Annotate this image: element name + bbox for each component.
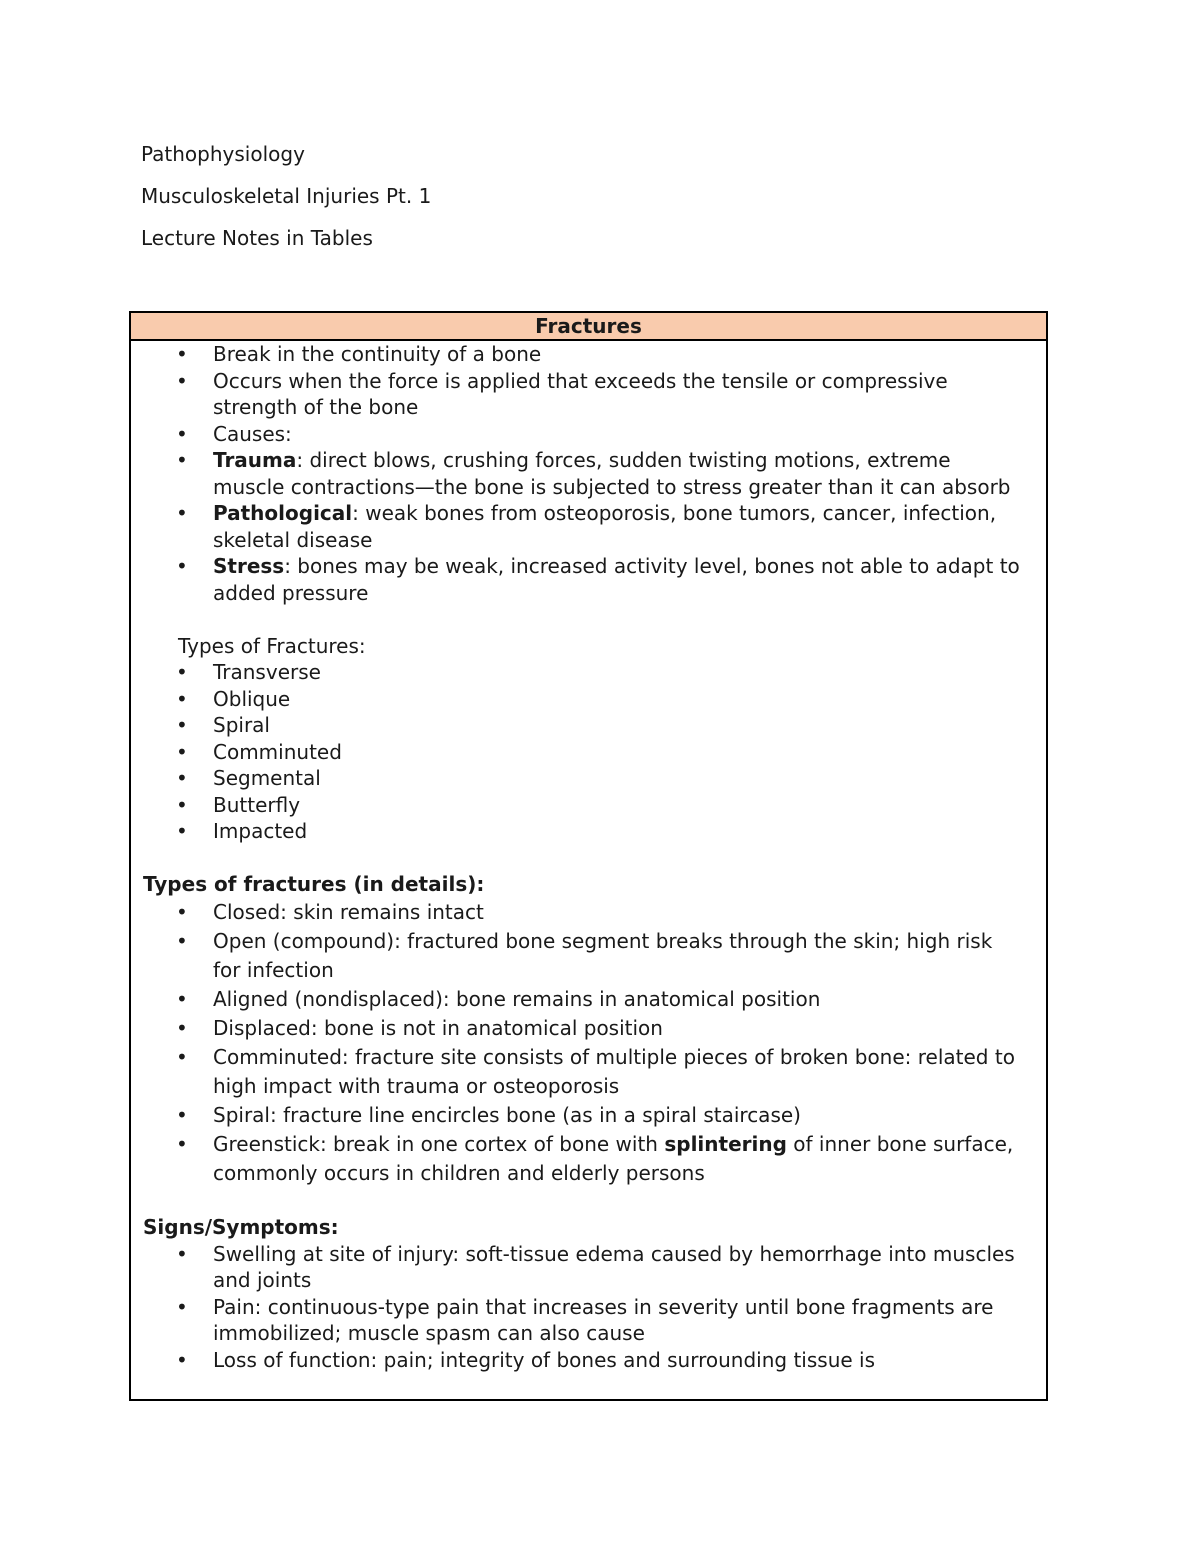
bold-term: Stress <box>213 554 285 578</box>
item-text: Pain: continuous-type pain that increases in severity until bone fragments are immobilized; muscle spasm can also cause <box>213 1294 994 1345</box>
bullet-icon: • <box>176 554 188 578</box>
bold-term: Trauma <box>213 448 297 472</box>
bullet-icon: • <box>176 1347 188 1372</box>
list-item <box>131 985 1046 1014</box>
bullet-icon: • <box>176 501 188 525</box>
bullet-icon: • <box>176 448 188 472</box>
list-item <box>131 1347 1046 1374</box>
bullet-icon: • <box>176 899 188 924</box>
item-text: Spiral: fracture line encircles bone (as in a spiral staircase) <box>213 1102 801 1127</box>
list-item <box>131 421 1046 448</box>
table-header: Fractures <box>131 313 1046 341</box>
item-text: Closed: skin remains intact <box>213 899 484 924</box>
item-text: : direct blows, crushing forces, sudden twisting motions, extreme muscle contractions—the bone is subjected to stress greater than it can absorb <box>213 448 1011 499</box>
item-text: Comminuted <box>213 739 342 764</box>
list-item <box>131 686 1046 713</box>
item-text: Swelling at site of injury: soft-tissue edema caused by hemorrhage into muscles and joints <box>213 1241 1015 1292</box>
list-item <box>131 500 1046 553</box>
list-item <box>131 368 1046 421</box>
bold-term: splintering <box>664 1131 787 1156</box>
item-text: Oblique <box>213 686 291 711</box>
item-text: Loss of function: pain; integrity of bones and surrounding tissue is <box>213 1347 876 1372</box>
topic-title: Musculoskeletal Injuries Pt. 1 <box>141 184 432 208</box>
table-cell <box>131 341 1046 1373</box>
item-text: Displaced: bone is not in anatomical position <box>213 1015 663 1040</box>
item-text: Butterfly <box>213 792 301 817</box>
item-text: Impacted <box>213 819 308 843</box>
details-list <box>131 898 1046 1188</box>
bullet-icon: • <box>176 792 188 817</box>
intro-list <box>131 341 1046 606</box>
list-item <box>131 659 1046 686</box>
bullet-icon: • <box>176 819 188 843</box>
bullet-icon: • <box>176 660 188 684</box>
list-item <box>131 765 1046 792</box>
bullet-icon: • <box>176 1241 188 1266</box>
types-label: Types of Fractures: <box>178 633 366 658</box>
signs-heading: Signs/Symptoms: <box>143 1215 339 1239</box>
item-text: : bones may be weak, increased activity level, bones not able to adapt to added pressure <box>213 554 1020 605</box>
bullet-icon: • <box>176 1102 188 1127</box>
bullet-icon: • <box>176 766 188 790</box>
list-item <box>131 341 1046 368</box>
item-text: Occurs when the force is applied that exceeds the tensile or compressive strength of the bone <box>213 368 948 419</box>
fractures-table <box>129 311 1048 1401</box>
bullet-icon: • <box>176 1294 188 1319</box>
list-item <box>131 898 1046 927</box>
list-item <box>131 1101 1046 1130</box>
list-item <box>131 1130 1046 1188</box>
bullet-icon: • <box>176 1015 188 1040</box>
bullet-icon: • <box>176 986 188 1011</box>
item-text: Spiral <box>213 713 270 737</box>
course-title: Pathophysiology <box>141 142 305 166</box>
bullet-icon: • <box>176 368 188 393</box>
details-heading: Types of fractures (in details): <box>143 872 485 896</box>
types-list <box>131 659 1046 845</box>
list-item <box>131 818 1046 845</box>
bullet-icon: • <box>176 421 188 446</box>
bullet-icon: • <box>176 928 188 953</box>
bullet-icon: • <box>176 342 188 366</box>
bullet-icon: • <box>176 713 188 737</box>
bold-term: Pathological <box>213 501 353 525</box>
item-text: Greenstick: break in one cortex of bone with <box>213 1131 665 1156</box>
signs-list <box>131 1241 1046 1374</box>
document-subtitle: Lecture Notes in Tables <box>141 226 373 250</box>
bullet-icon: • <box>176 1131 188 1156</box>
item-text: Causes: <box>213 421 292 446</box>
list-item <box>131 1294 1046 1347</box>
item-text: Open (compound): fractured bone segment breaks through the skin; high risk for infection <box>213 928 993 982</box>
item-text: Break in the continuity of a bone <box>213 342 542 366</box>
item-text: Segmental <box>213 766 321 790</box>
item-text: Aligned (nondisplaced): bone remains in anatomical position <box>213 986 821 1011</box>
list-item <box>131 739 1046 766</box>
item-text: Comminuted: fracture site consists of multiple pieces of broken bone: related to high impact with trauma or osteoporosis <box>213 1044 1015 1098</box>
item-text: : weak bones from osteoporosis, bone tumors, cancer, infection, skeletal disease <box>213 501 997 552</box>
list-item <box>131 927 1046 985</box>
list-item <box>131 1014 1046 1043</box>
list-item <box>131 1043 1046 1101</box>
list-item <box>131 553 1046 606</box>
bullet-icon: • <box>176 686 188 711</box>
item-text: Transverse <box>213 660 321 684</box>
list-item <box>131 1241 1046 1294</box>
bullet-icon: • <box>176 739 188 764</box>
list-item <box>131 447 1046 500</box>
bullet-icon: • <box>176 1044 188 1069</box>
list-item <box>131 712 1046 739</box>
item-text: of inner bone surface, commonly occurs in children and elderly persons <box>213 1131 1014 1185</box>
list-item <box>131 792 1046 819</box>
